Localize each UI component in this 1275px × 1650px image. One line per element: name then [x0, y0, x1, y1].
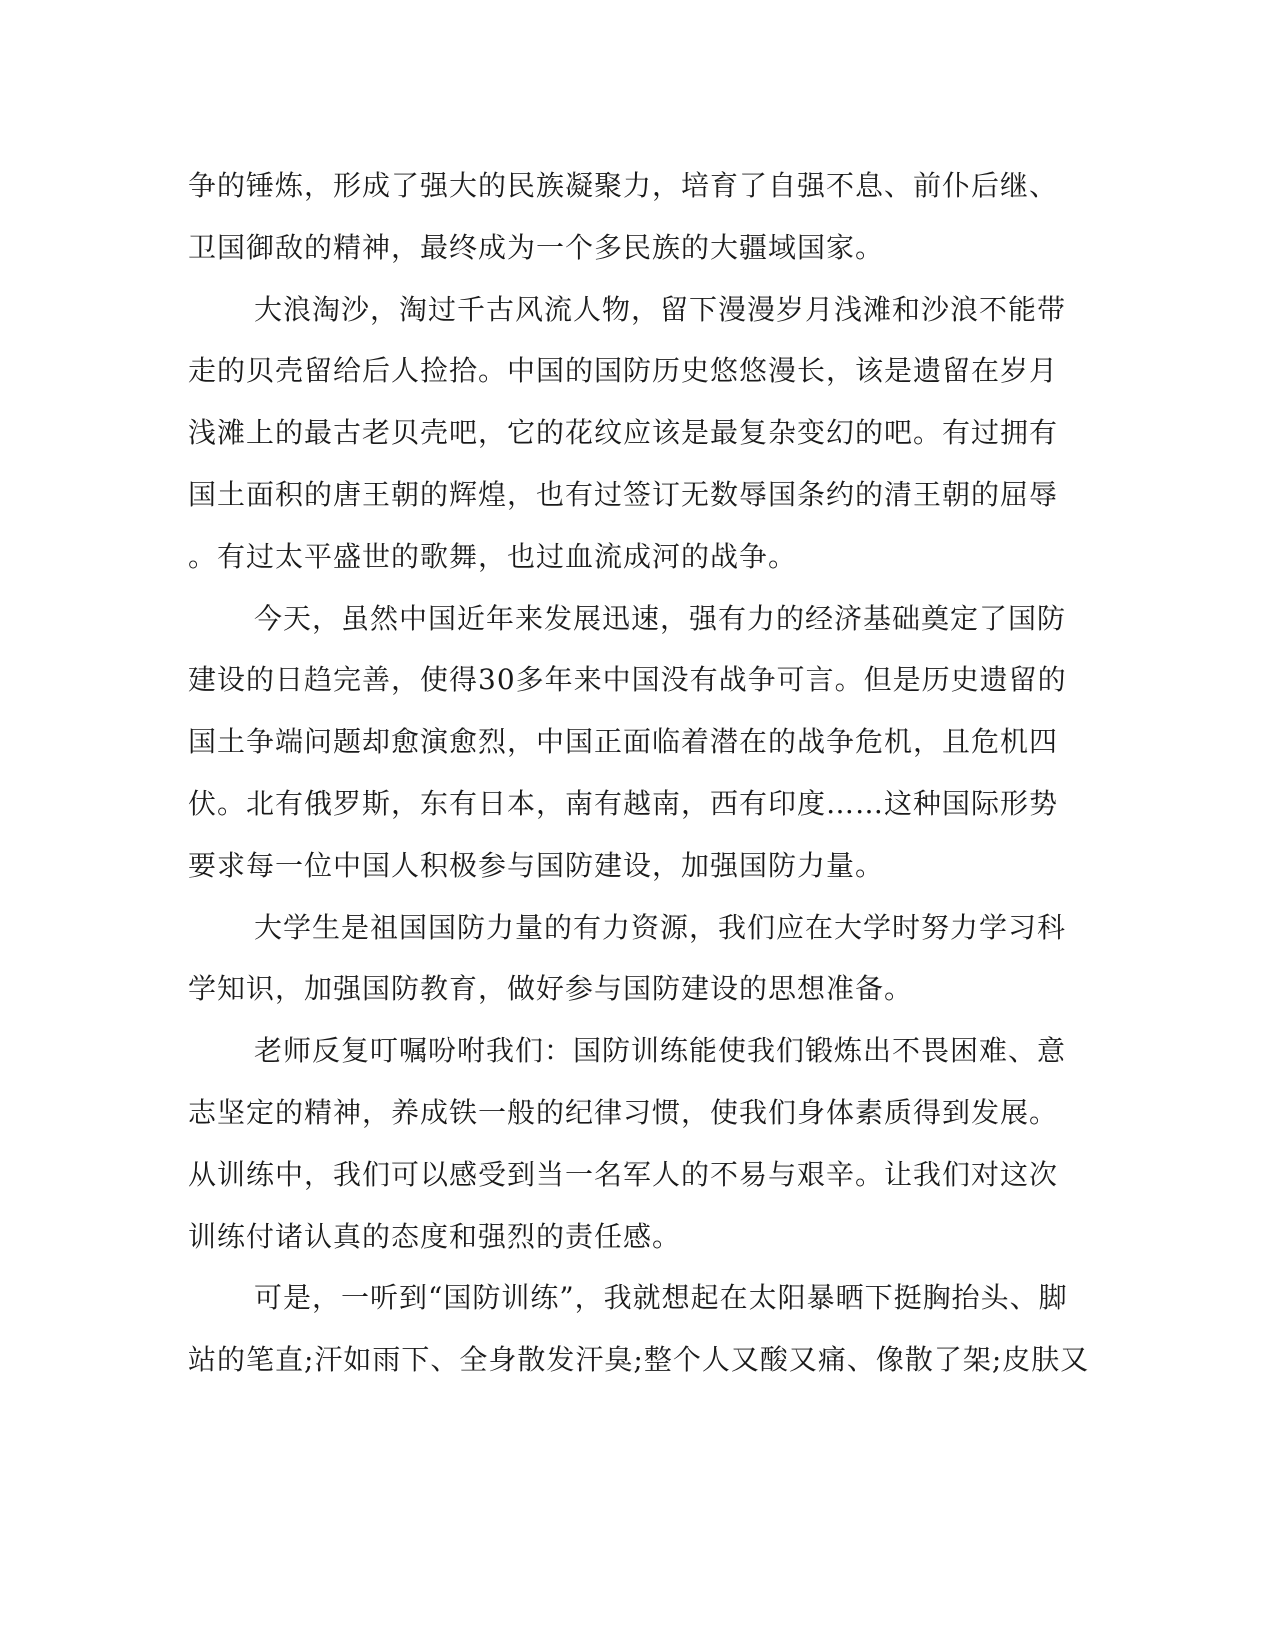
paragraph-first-line: 大学生是祖国国防力量的有力资源，我们应在大学时努力学习科: [254, 910, 1067, 944]
text-line: 从训练中，我们可以感受到当一名军人的不易与艰辛。让我们对这次: [188, 1157, 1059, 1191]
text-line: 训练付诸认真的态度和强烈的责任感。: [188, 1219, 682, 1253]
paragraph-first-line: 老师反复叮嘱吩咐我们：国防训练能使我们锻炼出不畏困难、意: [254, 1034, 1067, 1068]
text-line: 国土面积的唐王朝的辉煌，也有过签订无数辱国条约的清王朝的屈辱: [188, 477, 1059, 511]
text-line: 。有过太平盛世的歌舞，也过血流成河的战争。: [188, 539, 798, 573]
text-line: 要求每一位中国人积极参与国防建设，加强国防力量。: [188, 848, 885, 882]
text-line: 站的笔直;汗如雨下、全身散发汗臭;整个人又酸又痛、像散了架;皮肤又: [188, 1343, 1090, 1377]
document-body: [188, 155, 1088, 1391]
text-line: 学知识，加强国防教育，做好参与国防建设的思想准备。: [188, 972, 914, 1006]
paragraph-first-line: 大浪淘沙，淘过千古风流人物，留下漫漫岁月浅滩和沙浪不能带: [254, 292, 1067, 326]
text-line: 伏。北有俄罗斯，东有日本，南有越南，西有印度……这种国际形势: [188, 786, 1059, 820]
text-line: 卫国御敌的精神，最终成为一个多民族的大疆域国家。: [188, 230, 885, 264]
text-line: 志坚定的精神，养成铁一般的纪律习惯，使我们身体素质得到发展。: [188, 1095, 1059, 1129]
text-line: 浅滩上的最古老贝壳吧，它的花纹应该是最复杂变幻的吧。有过拥有: [188, 416, 1059, 450]
text-line: 国土争端问题却愈演愈烈，中国正面临着潜在的战争危机，且危机四: [188, 725, 1059, 759]
text-line: 建设的日趋完善，使得30多年来中国没有战争可言。但是历史遗留的: [188, 663, 1067, 697]
paragraph-first-line: 今天，虽然中国近年来发展迅速，强有力的经济基础奠定了国防: [254, 601, 1067, 635]
paragraph-first-line: 可是，一听到“国防训练”，我就想起在太阳暴晒下挺胸抬头、脚: [254, 1281, 1068, 1315]
text-line: 争的锤炼，形成了强大的民族凝聚力，培育了自强不息、前仆后继、: [188, 169, 1059, 202]
text-line: 走的贝壳留给后人捡拾。中国的国防历史悠悠漫长，该是遗留在岁月: [188, 354, 1059, 388]
